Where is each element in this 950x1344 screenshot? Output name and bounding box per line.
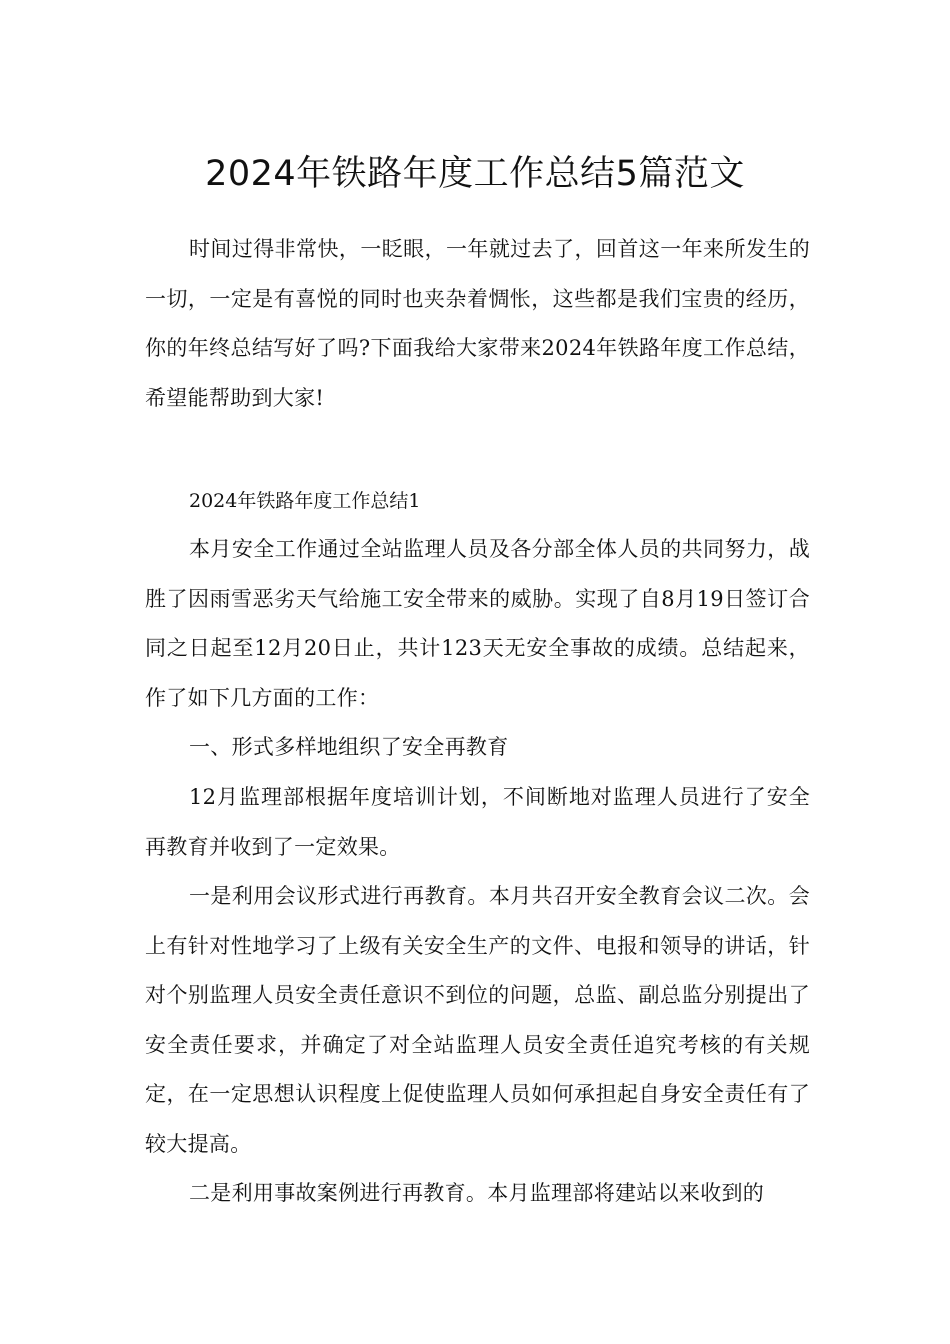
intro-paragraph: 时间过得非常快，一眨眼，一年就过去了，回首这一年来所发生的一切，一定是有喜悦的同时也夹杂着惆怅，这些都是我们宝贵的经历，你的年终总结写好了吗?下面我给大家带来2024年铁路年度工作总结，希望能帮助到大家! bbox=[145, 237, 810, 410]
body-paragraph-3: 一是利用会议形式进行再教育。本月共召开安全教育会议二次。会上有针对性地学习了上级有关安全生产的文件、电报和领导的讲话，针对个别监理人员安全责任意识不到位的问题，总监、副总监分别提出了安全责任要求，并确定了对全站监理人员安全责任追究考核的有关规定，在一定思想认识程度上促使监理人员如何承担起自身安全责任有了较大提高。 bbox=[145, 884, 810, 1156]
document-title: 2024年铁路年度工作总结5篇范文 bbox=[205, 154, 745, 195]
body-paragraph-4: 二是利用事故案例进行再教育。本月监理部将建站以来收到的 bbox=[189, 1181, 765, 1205]
subheading-paragraph: 一、形式多样地组织了安全再教育 bbox=[189, 735, 509, 759]
body-paragraph-2: 12月监理部根据年度培训计划，不间断地对监理人员进行了安全再教育并收到了一定效果。 bbox=[145, 785, 810, 859]
body-paragraph-1: 本月安全工作通过全站监理人员及各分部全体人员的共同努力，战胜了因雨雪恶劣天气给施工安全带来的威胁。实现了自8月19日签订合同之日起至12月20日止，共计123天无安全事故的成绩。总结起来，作了如下几方面的工作： bbox=[145, 537, 810, 710]
section-heading: 2024年铁路年度工作总结1 bbox=[189, 490, 421, 512]
